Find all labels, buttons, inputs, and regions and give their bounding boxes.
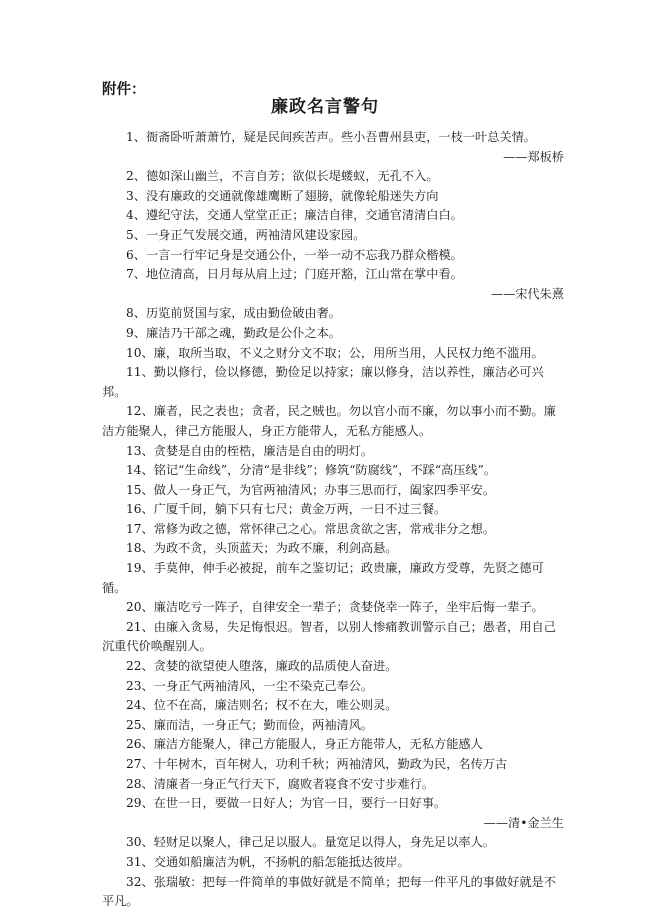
quote-item: 27、十年树木，百年树人，功利千秋；两袖清风，勤政为民，名传万古 [126, 757, 508, 771]
quote-item: 3、没有廉政的交通就像雄鹰断了翅膀，就像轮船迷失方向 [126, 188, 439, 203]
quote-item: 4、遵纪守法，交通人堂堂正正；廉洁自律，交通官清清白白。 [126, 208, 463, 223]
quote-item: 19、手莫伸，伸手必被捉，前车之鉴切记；政贵廉，廉政方受尊，先贤之德可循。 [102, 561, 544, 595]
quote-item: 15、做人一身正气，为官两袖清风；办事三思而行，阖家四季平安。 [126, 482, 495, 497]
quote-item: 23、一身正气两袖清风，一尘不染克己奉公。 [126, 678, 374, 693]
quote-item: 5、一身正气发展交通，两袖清风建设家园。 [126, 227, 366, 242]
quote-item: 2、德如深山幽兰，不言自芳；欲似长堤蝼蚁，无孔不入。 [126, 169, 439, 184]
quote-item: 10、廉，取所当取，不义之财分文不取；公，用所当用，人民权力绝不滥用。 [126, 345, 544, 360]
quote-item: 21、由廉入贪易，失足悔恨迟。智者，以别人惨痛教训警示自己；愚者，用自己沉重代价唤醒别人。 [102, 619, 556, 654]
page-title: 廉政名言警句 [271, 97, 379, 117]
quote-author: ——宋代朱熹 [490, 286, 564, 301]
quote-item: 8、历览前贤国与家，成由勤俭破由奢。 [126, 306, 341, 321]
quote-item: 20、廉洁吃亏一阵子，自律安全一辈子；贪婪侥幸一阵子，坐牢后悔一辈子。 [126, 600, 544, 615]
quote-item: 17、常修为政之德，常怀律己之心。常思贪欲之害，常戒非分之想。 [126, 521, 495, 536]
quote-item: 26、廉洁方能聚人，律己方能服人，身正方能带人，无私方能感人 [126, 737, 483, 752]
quote-item: 25、廉而洁，一身正气；勤而俭，两袖清风。 [126, 717, 374, 732]
quote-item: 22、贪婪的欲望使人堕落，廉政的品质使人奋进。 [126, 659, 398, 674]
quote-item: 13、贪婪是自由的桎梏，廉洁是自由的明灯。 [126, 443, 374, 458]
quote-item: 18、为政不贪，头顶蓝天；为政不廉，利剑高悬。 [126, 541, 398, 556]
quote-item: 9、廉洁乃干部之魂，勤政是公仆之本。 [126, 325, 341, 340]
quote-item: 24、位不在高，廉洁则名；权不在大，唯公则灵。 [126, 698, 398, 713]
quote-item: 32、张瑞敏：把每一件简单的事做好就是不简单；把每一件平凡的事做好就是不平凡。 [102, 874, 556, 909]
quote-item: 7、地位清高，日月每从肩上过；门庭开豁，江山常在掌中看。 [126, 267, 463, 282]
quote-author: ——郑板桥 [503, 149, 564, 164]
quote-list [102, 128, 566, 912]
quote-author: ——清•金兰生 [483, 815, 564, 830]
quote-item: 30、轻财足以聚人，律己足以服人。量宽足以得人，身先足以率人。 [126, 835, 495, 850]
quote-item: 6、一言一行牢记身是交通公仆，一举一动不忘我乃群众楷模。 [126, 247, 463, 262]
quote-item: 1、衙斋卧听萧萧竹，疑是民间疾苦声。些小吾曹州县吏，一枝一叶总关情。 [126, 130, 536, 144]
quote-item: 31、交通如船廉洁为帆，不扬帆的船怎能抵达彼岸。 [126, 854, 410, 869]
quote-item: 16、广厦千间，躺下只有七尺；黄金万两，一日不过三餐。 [126, 502, 447, 517]
quote-item: 14、铭记“生命线”，分清“是非线”；修筑“防腐线”，不踩“高压线”。 [126, 463, 497, 478]
quote-item: 29、在世一日，要做一日好人；为官一日，要行一日好事。 [126, 796, 447, 811]
attachment-label: 附件： [102, 81, 146, 98]
quote-item: 12、廉者，民之表也；贪者，民之贼也。勿以官小而不廉，勿以事小而不勤。廉洁方能聚人，律己方能服人，身正方能带人，无私方能感人。 [102, 404, 556, 438]
quote-item: 28、清廉者一身正气行天下，腐败者寝食不安寸步难行。 [126, 776, 435, 791]
quote-item: 11、勤以修行，俭以修德，勤俭足以持家；廉以修身，洁以养性，廉洁必可兴邦。 [102, 365, 544, 399]
